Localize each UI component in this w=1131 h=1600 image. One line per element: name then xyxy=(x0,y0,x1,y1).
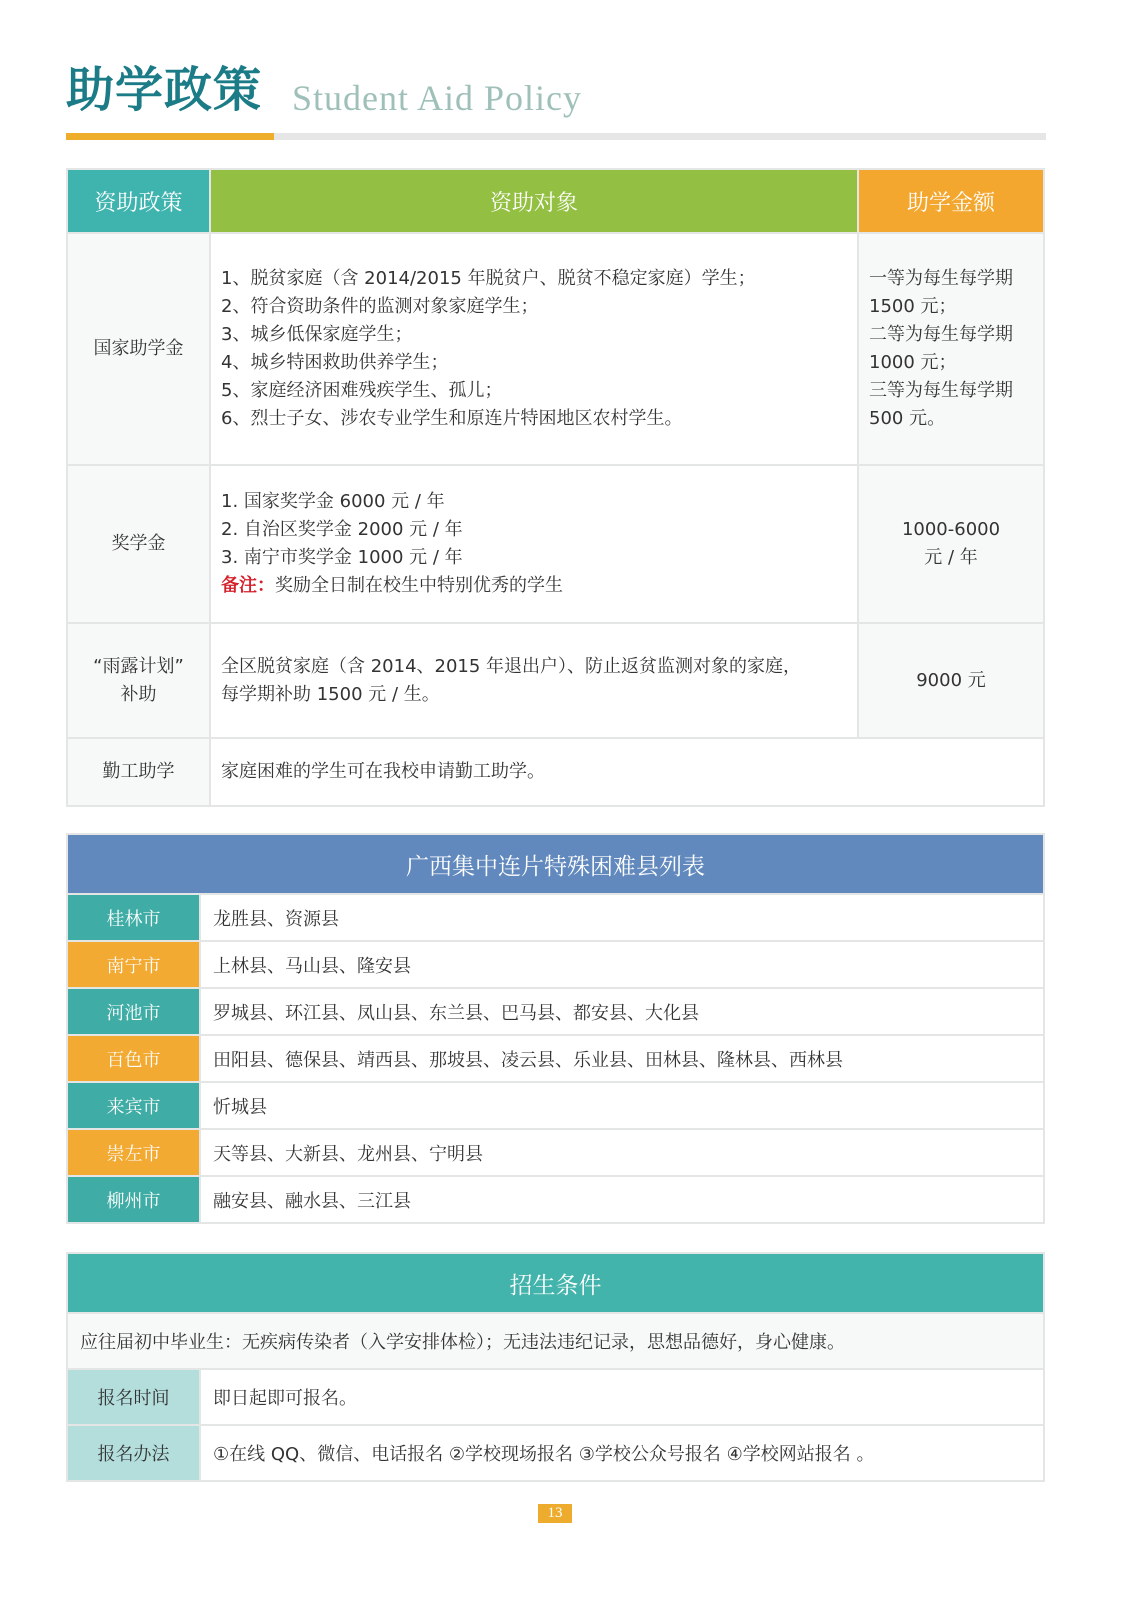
table-row xyxy=(67,988,1044,1035)
admission-table xyxy=(66,1252,1045,1482)
table-row xyxy=(67,233,1044,465)
county-list: 罗城县、环江县、凤山县、东兰县、巴马县、都安县、大化县 xyxy=(200,988,1044,1035)
city-label: 柳州市 xyxy=(67,1176,200,1223)
policy-note xyxy=(221,572,857,600)
title-underline-accent xyxy=(66,133,274,140)
policy-amount xyxy=(858,465,1044,623)
table-row xyxy=(67,1176,1044,1223)
amount-line: 500 元。 xyxy=(869,408,946,429)
county-list: 融安县、融水县、三江县 xyxy=(200,1176,1044,1223)
policy-name-line: 补助 xyxy=(120,683,157,705)
note-label: 备注： xyxy=(221,575,275,596)
admission-requirement: 应往届初中毕业生：无疾病传染者（入学安排体检）；无违法违纪记录，思想品德好，身心健康。 xyxy=(67,1313,1044,1369)
table-row xyxy=(67,465,1044,623)
row-value: ①在线 QQ、微信、电话报名 ②学校现场报名 ③学校公众号报名 ④学校网站报名 。 xyxy=(200,1425,1044,1481)
city-label: 南宁市 xyxy=(67,941,200,988)
table-row xyxy=(67,738,1044,806)
county-list: 忻城县 xyxy=(200,1082,1044,1129)
policy-name: 勤工助学 xyxy=(67,738,210,806)
table-row xyxy=(67,1369,1044,1425)
target-item: 每学期补助 1500 元 / 生。 xyxy=(221,683,440,705)
amount-line: 三等为每生每学期 xyxy=(869,380,1013,401)
page-number: 13 xyxy=(538,1504,572,1523)
amount-line: 1000 元； xyxy=(869,352,957,373)
policy-targets xyxy=(210,465,858,623)
table-row xyxy=(67,1425,1044,1481)
target-item: 1、脱贫家庭（含 2014/2015 年脱贫户、脱贫不稳定家庭）学生； xyxy=(221,268,756,289)
target-item: 1. 国家奖学金 6000 元 / 年 xyxy=(221,491,445,512)
policy-name-line: “雨露计划” xyxy=(93,655,184,677)
amount-line: 二等为每生每学期 xyxy=(869,324,1013,345)
county-list: 龙胜县、资源县 xyxy=(200,894,1044,941)
amount-line: 1000-6000 xyxy=(901,519,1001,540)
page-title: 助学政策 xyxy=(66,62,263,118)
policy-amount: 9000 元 xyxy=(858,623,1044,738)
table-row xyxy=(67,1129,1044,1176)
column-header-policy: 资助政策 xyxy=(67,169,210,233)
table-row xyxy=(67,941,1044,988)
row-label: 报名时间 xyxy=(67,1369,200,1425)
county-list: 天等县、大新县、龙州县、宁明县 xyxy=(200,1129,1044,1176)
county-list: 上林县、马山县、隆安县 xyxy=(200,941,1044,988)
amount-line: 1500 元； xyxy=(869,296,957,317)
row-value: 即日起即可报名。 xyxy=(200,1369,1044,1425)
table-header-row xyxy=(67,169,1044,233)
target-item: 5、家庭经济困难残疾学生、孤儿； xyxy=(221,380,503,401)
county-table-title: 广西集中连片特殊困难县列表 xyxy=(67,834,1044,894)
target-item: 3、城乡低保家庭学生； xyxy=(221,324,413,345)
city-label: 河池市 xyxy=(67,988,200,1035)
page-subtitle: Student Aid Policy xyxy=(292,78,583,118)
policy-targets: 家庭困难的学生可在我校申请勤工助学。 xyxy=(210,738,1044,806)
note-text: 奖励全日制在校生中特别优秀的学生 xyxy=(275,575,563,596)
table-row xyxy=(67,894,1044,941)
table-row xyxy=(67,623,1044,738)
policy-name xyxy=(67,623,210,738)
target-item: 6、烈士子女、涉农专业学生和原连片特困地区农村学生。 xyxy=(221,408,683,429)
policy-targets xyxy=(210,623,858,738)
poverty-county-table xyxy=(66,833,1045,1224)
column-header-target: 资助对象 xyxy=(210,169,858,233)
city-label: 桂林市 xyxy=(67,894,200,941)
city-label: 来宾市 xyxy=(67,1082,200,1129)
target-item: 2、符合资助条件的监测对象家庭学生； xyxy=(221,296,539,317)
county-list: 田阳县、德保县、靖西县、那坡县、凌云县、乐业县、田林县、隆林县、西林县 xyxy=(200,1035,1044,1082)
admission-table-title: 招生条件 xyxy=(67,1253,1044,1313)
city-label: 百色市 xyxy=(67,1035,200,1082)
policy-name: 国家助学金 xyxy=(67,233,210,465)
table-row xyxy=(67,1313,1044,1369)
table-row xyxy=(67,1035,1044,1082)
row-label: 报名办法 xyxy=(67,1425,200,1481)
column-header-amount: 助学金额 xyxy=(858,169,1044,233)
policy-name: 奖学金 xyxy=(67,465,210,623)
amount-line: 元 / 年 xyxy=(924,547,978,568)
policy-targets xyxy=(210,233,858,465)
table-row xyxy=(67,1082,1044,1129)
amount-line: 一等为每生每学期 xyxy=(869,268,1013,289)
city-label: 崇左市 xyxy=(67,1129,200,1176)
target-item: 4、城乡特困救助供养学生； xyxy=(221,352,449,373)
policy-amount xyxy=(858,233,1044,465)
target-item: 全区脱贫家庭（含 2014、2015 年退出户）、防止返贫监测对象的家庭， xyxy=(221,655,802,677)
aid-policy-table xyxy=(66,168,1045,807)
target-item: 2. 自治区奖学金 2000 元 / 年 xyxy=(221,519,463,540)
target-item: 3. 南宁市奖学金 1000 元 / 年 xyxy=(221,547,463,568)
